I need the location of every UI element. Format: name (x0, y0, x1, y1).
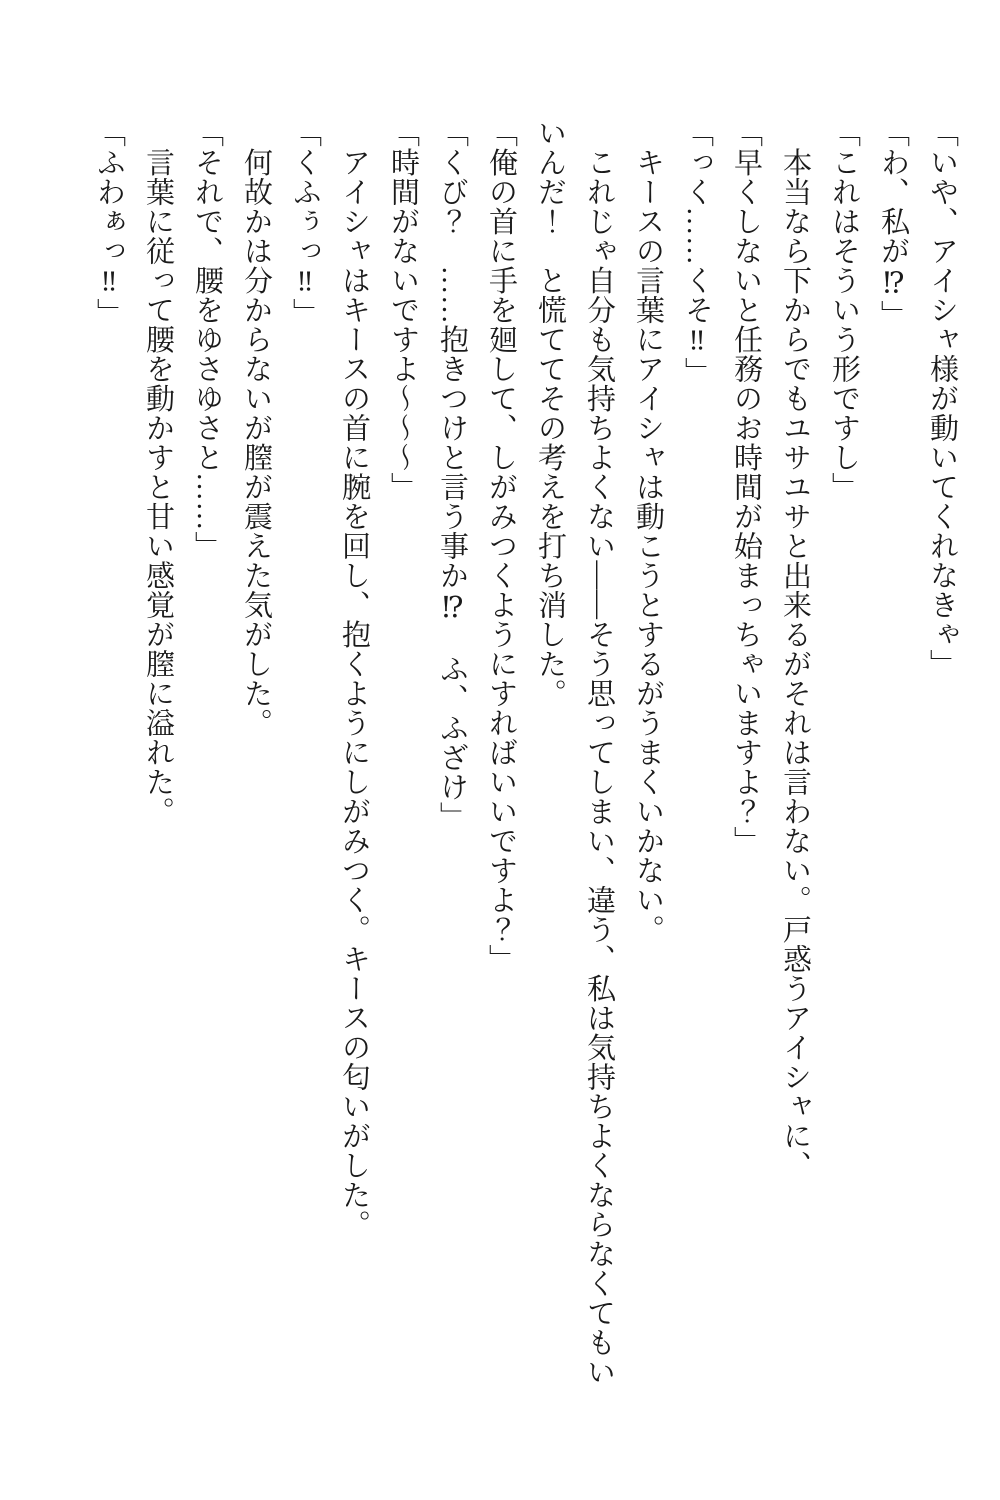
text-line: 言葉に従って腰を動かすと甘い感覚が膣に溢れた。 (142, 118, 174, 826)
text-line: 「いや、アイシャ様が動いてくれなきゃ」 (926, 118, 958, 679)
text-line: 「これはそういう形ですし」 (828, 118, 860, 502)
text-line: 本当なら下からでもユサユサと出来るがそれは言わない。戸惑うアイシャに、 (779, 118, 811, 1180)
text-line: 「時間がないですよ～～～」 (387, 118, 419, 502)
text-line: 「っく……くそ‼」 (681, 118, 713, 387)
text-line: 「俺の首に手を廻して、しがみつくようにすればいいですよ？」 (485, 118, 517, 974)
text-line: いんだ！ と慌ててその考えを打ち消した。 (534, 118, 566, 708)
text-line: 「早くしないと任務のお時間が始まっちゃいますよ？」 (730, 118, 762, 856)
text-line: 「わ、私が⁉」 (877, 118, 909, 330)
vertical-text-block (84, 118, 966, 1410)
text-line: これじゃ自分も気持ちよくない――そう思ってしまい、違う、私は気持ちよくならなくてもい (583, 118, 615, 1387)
text-line: 「くふぅっ‼」 (289, 118, 321, 328)
text-line: 「それで、腰をゆさゆさと……」 (191, 118, 223, 561)
text-line: 「くび？ ……抱きつけと言う事か⁉ ふ、ふざけ」 (436, 118, 468, 831)
text-line: アイシャはキースの首に腕を回し、抱くようにしがみつく。キースの匂いがした。 (338, 118, 370, 1239)
text-line: キースの言葉にアイシャは動こうとするがうまくいかない。 (632, 118, 664, 944)
text-line: 何故かは分からないが膣が震えた気がした。 (240, 118, 272, 738)
text-line: 「ふわぁっ‼」 (93, 118, 125, 328)
